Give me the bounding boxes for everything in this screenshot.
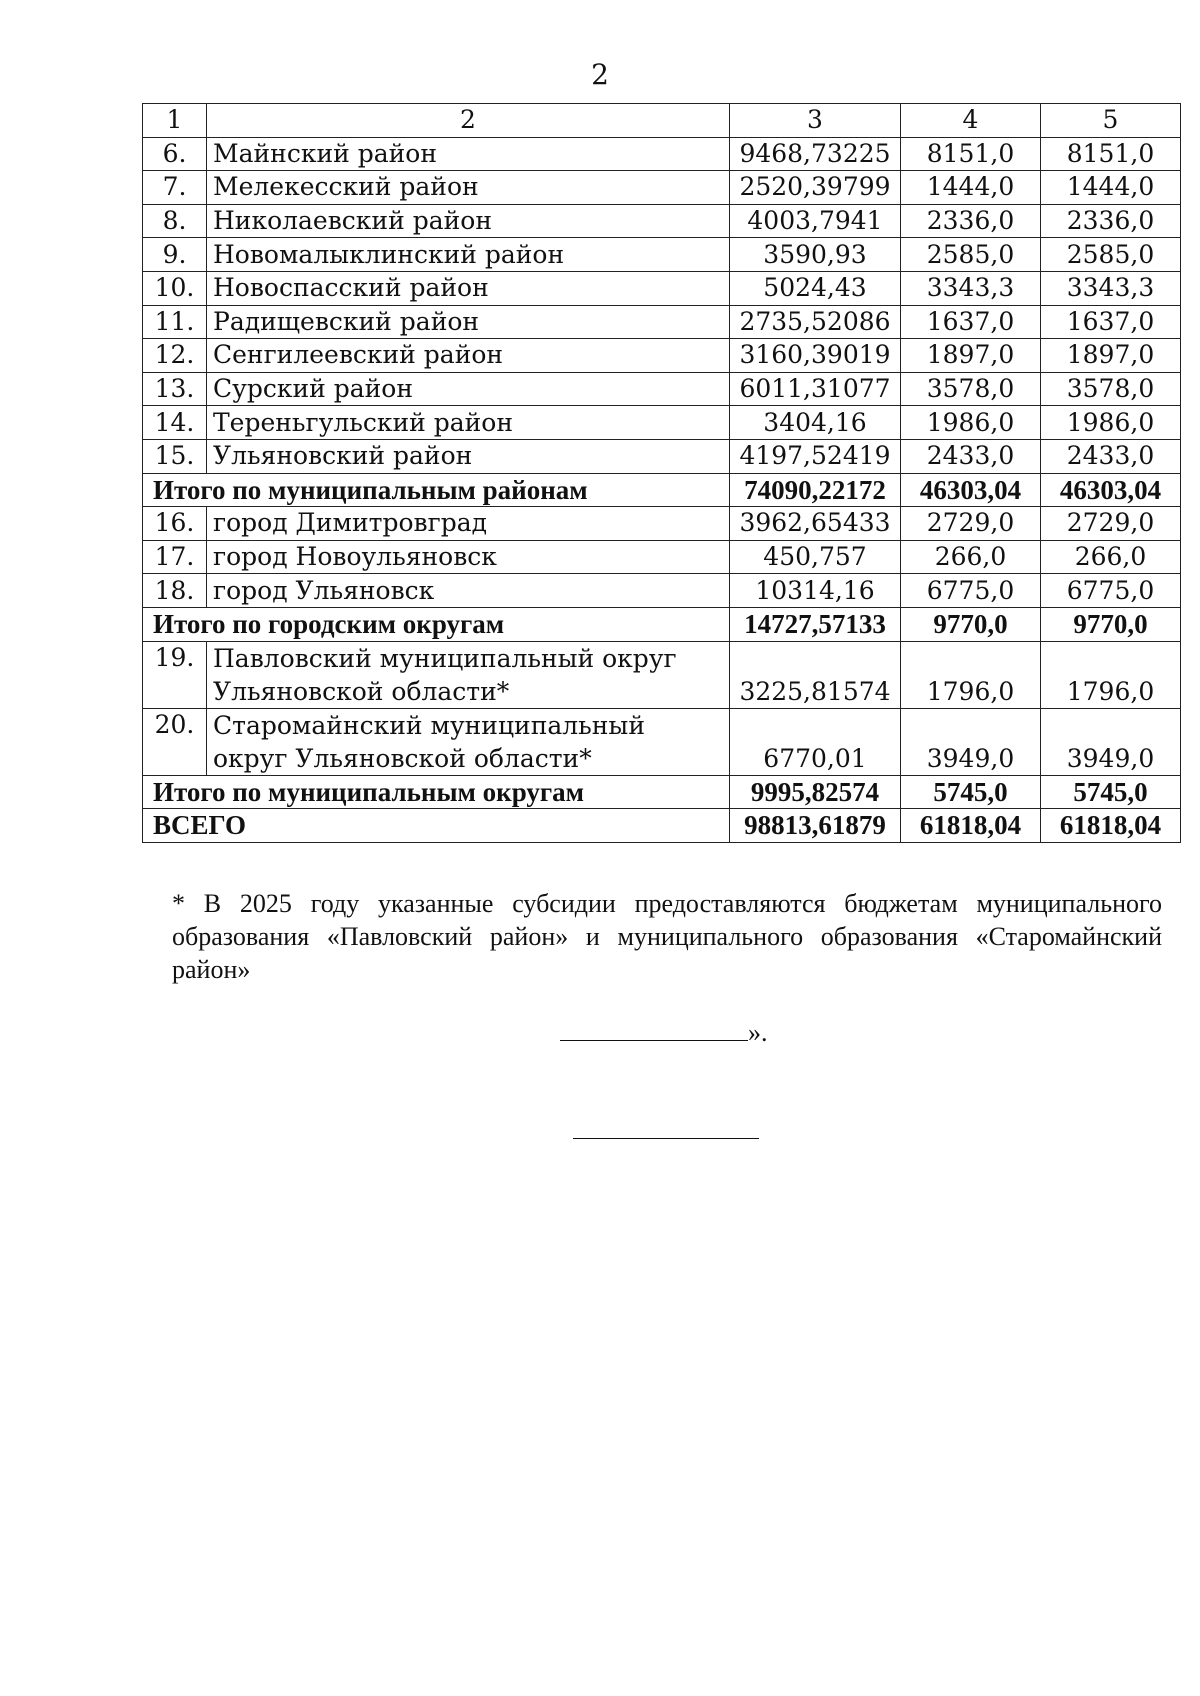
table-row [143, 507, 1181, 541]
row-value-col3: 9468,73225 [730, 137, 901, 171]
row-value-col3: 3590,93 [730, 238, 901, 272]
row-value-col3: 3404,16 [730, 406, 901, 440]
row-number: 12. [143, 339, 207, 373]
row-value-col4: 1796,0 [901, 641, 1041, 708]
row-number: 14. [143, 406, 207, 440]
row-value-col5: 2729,0 [1041, 507, 1181, 541]
table-row [143, 305, 1181, 339]
row-number: 15. [143, 439, 207, 473]
table-row [143, 204, 1181, 238]
total-districts-row [143, 473, 1181, 507]
total-label: Итого по городским округам [143, 607, 730, 641]
table-row [143, 137, 1181, 171]
total-value-col5: 5745,0 [1041, 775, 1181, 809]
row-value-col4: 6775,0 [901, 574, 1041, 608]
row-value-col5: 3578,0 [1041, 372, 1181, 406]
row-value-col5: 266,0 [1041, 540, 1181, 574]
row-value-col4: 1637,0 [901, 305, 1041, 339]
closing-quote: ». [748, 1018, 768, 1047]
row-value-col5: 1897,0 [1041, 339, 1181, 373]
row-name: Новоспасский район [207, 271, 730, 305]
row-name: Сурский район [207, 372, 730, 406]
table-row [143, 339, 1181, 373]
total-value-col3: 74090,22172 [730, 473, 901, 507]
total-value-col3: 14727,57133 [730, 607, 901, 641]
total-value-col3: 9995,82574 [730, 775, 901, 809]
table-row [143, 238, 1181, 272]
header-cell: 5 [1041, 104, 1181, 138]
row-value-col3: 2735,52086 [730, 305, 901, 339]
row-number: 19. [143, 641, 207, 708]
row-value-col3: 6011,31077 [730, 372, 901, 406]
row-value-col5: 1444,0 [1041, 171, 1181, 205]
row-value-col3: 3962,65433 [730, 507, 901, 541]
row-number: 9. [143, 238, 207, 272]
table-row [143, 641, 1181, 708]
grand-total-col5: 61818,04 [1041, 809, 1181, 843]
row-name: Николаевский район [207, 204, 730, 238]
row-number: 13. [143, 372, 207, 406]
row-value-col3: 3225,81574 [730, 641, 901, 708]
row-value-col5: 1796,0 [1041, 641, 1181, 708]
end-divider [573, 1138, 759, 1139]
row-value-col3: 5024,43 [730, 271, 901, 305]
row-value-col4: 1897,0 [901, 339, 1041, 373]
header-cell: 1 [143, 104, 207, 138]
row-name: Мелекесский район [207, 171, 730, 205]
row-value-col3: 2520,39799 [730, 171, 901, 205]
subsidy-table [142, 103, 1181, 843]
grand-total-label: ВСЕГО [143, 809, 730, 843]
row-value-col4: 266,0 [901, 540, 1041, 574]
row-name: Старомайнский муниципальный округ Ульяновской области* [207, 708, 730, 775]
grand-total-col3: 98813,61879 [730, 809, 901, 843]
closing-underline [560, 1020, 748, 1041]
row-number: 18. [143, 574, 207, 608]
row-value-col5: 6775,0 [1041, 574, 1181, 608]
grand-total-col4: 61818,04 [901, 809, 1041, 843]
row-value-col4: 3949,0 [901, 708, 1041, 775]
row-number: 8. [143, 204, 207, 238]
row-number: 10. [143, 271, 207, 305]
row-number: 20. [143, 708, 207, 775]
footnote: * В 2025 году указанные субсидии предоставляются бюджетам муниципального образования «Павловский район» и муниципального образования «Старомайнский район» [172, 889, 1162, 984]
header-cell: 3 [730, 104, 901, 138]
table-row [143, 372, 1181, 406]
table-row [143, 171, 1181, 205]
row-value-col5: 3343,3 [1041, 271, 1181, 305]
row-value-col4: 2729,0 [901, 507, 1041, 541]
row-name: город Димитровград [207, 507, 730, 541]
row-number: 16. [143, 507, 207, 541]
row-value-col4: 2585,0 [901, 238, 1041, 272]
row-value-col5: 2433,0 [1041, 439, 1181, 473]
header-cell: 4 [901, 104, 1041, 138]
row-name: город Ульяновск [207, 574, 730, 608]
row-value-col5: 1637,0 [1041, 305, 1181, 339]
row-value-col4: 2433,0 [901, 439, 1041, 473]
row-value-col4: 1444,0 [901, 171, 1041, 205]
row-number: 6. [143, 137, 207, 171]
table-row [143, 439, 1181, 473]
total-okrugs-row [143, 775, 1181, 809]
row-value-col4: 2336,0 [901, 204, 1041, 238]
total-value-col5: 46303,04 [1041, 473, 1181, 507]
closing-mark [560, 1018, 768, 1048]
total-label: Итого по муниципальным округам [143, 775, 730, 809]
table-row [143, 540, 1181, 574]
total-value-col4: 5745,0 [901, 775, 1041, 809]
total-cities-row [143, 607, 1181, 641]
table-row [143, 406, 1181, 440]
row-name: Радищевский район [207, 305, 730, 339]
page-number: 2 [591, 58, 609, 91]
row-value-col5: 2336,0 [1041, 204, 1181, 238]
row-value-col5: 3949,0 [1041, 708, 1181, 775]
row-value-col3: 450,757 [730, 540, 901, 574]
row-value-col4: 3343,3 [901, 271, 1041, 305]
row-name: Тереньгульский район [207, 406, 730, 440]
row-number: 17. [143, 540, 207, 574]
row-value-col3: 10314,16 [730, 574, 901, 608]
total-value-col4: 9770,0 [901, 607, 1041, 641]
row-value-col3: 4197,52419 [730, 439, 901, 473]
row-value-col4: 3578,0 [901, 372, 1041, 406]
total-value-col5: 9770,0 [1041, 607, 1181, 641]
row-number: 11. [143, 305, 207, 339]
row-value-col4: 1986,0 [901, 406, 1041, 440]
header-cell: 2 [207, 104, 730, 138]
row-name: Майнский район [207, 137, 730, 171]
row-value-col4: 8151,0 [901, 137, 1041, 171]
row-name: город Новоульяновск [207, 540, 730, 574]
table-row [143, 271, 1181, 305]
total-value-col4: 46303,04 [901, 473, 1041, 507]
row-name: Сенгилеевский район [207, 339, 730, 373]
row-value-col3: 4003,7941 [730, 204, 901, 238]
table-row [143, 574, 1181, 608]
row-name: Новомалыклинский район [207, 238, 730, 272]
total-label: Итого по муниципальным районам [143, 473, 730, 507]
row-name: Ульяновский район [207, 439, 730, 473]
row-value-col5: 8151,0 [1041, 137, 1181, 171]
row-name: Павловский муниципальный округ Ульяновской области* [207, 641, 730, 708]
row-value-col5: 1986,0 [1041, 406, 1181, 440]
row-number: 7. [143, 171, 207, 205]
row-value-col5: 2585,0 [1041, 238, 1181, 272]
table-header-row [143, 104, 1181, 138]
table-row [143, 708, 1181, 775]
row-value-col3: 6770,01 [730, 708, 901, 775]
row-value-col3: 3160,39019 [730, 339, 901, 373]
grand-total-row [143, 809, 1181, 843]
